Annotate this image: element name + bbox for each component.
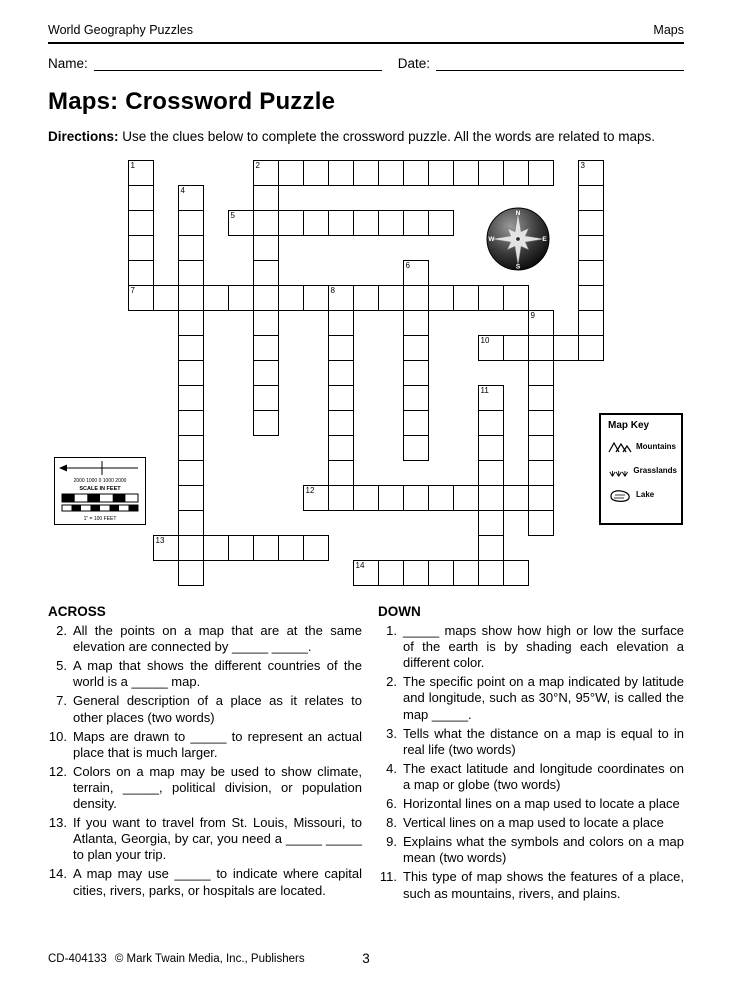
crossword-cell[interactable] <box>303 285 329 311</box>
crossword-cell[interactable] <box>403 310 429 336</box>
crossword-cell[interactable] <box>378 285 404 311</box>
date-blank-field[interactable] <box>436 55 684 71</box>
crossword-cell[interactable] <box>328 485 354 511</box>
directions-text: Use the clues below to complete the crossword puzzle. All the words are related to maps. <box>118 129 656 144</box>
crossword-cell[interactable] <box>528 435 554 461</box>
crossword-cell[interactable] <box>178 285 204 311</box>
clue-row <box>378 761 684 793</box>
clue-number: 5. <box>56 658 67 674</box>
clue-number: 1. <box>386 622 397 638</box>
map-key-item-grasslands <box>608 463 677 479</box>
clue-text: Maps are drawn to _____ to represent an actual place that is much larger. <box>73 728 362 760</box>
crossword-cell[interactable] <box>503 160 529 186</box>
crossword-cell[interactable] <box>303 535 329 561</box>
crossword-cell[interactable] <box>178 260 204 286</box>
crossword-cell[interactable] <box>178 485 204 511</box>
clue-text: All the points on a map that are at the same elevation are connected by _____ _____. <box>73 622 362 655</box>
crossword-cell[interactable] <box>303 485 329 511</box>
crossword-cell-number: 8 <box>330 285 335 295</box>
map-key-title: Map Key <box>608 419 650 431</box>
crossword-cell[interactable] <box>528 160 554 186</box>
crossword-cell[interactable] <box>478 435 504 461</box>
crossword-cell[interactable] <box>128 210 154 236</box>
crossword-cell[interactable] <box>153 535 179 561</box>
name-date-row <box>48 55 684 71</box>
clue-row <box>378 815 684 831</box>
crossword-cell[interactable] <box>253 335 279 361</box>
clue-number: 12. <box>48 763 67 779</box>
footer-credit <box>48 953 305 965</box>
crossword-cell[interactable] <box>253 385 279 411</box>
down-heading: DOWN <box>378 603 421 619</box>
clue-text: Explains what the symbols and colors on a map mean (two words) <box>403 834 684 866</box>
footer-publisher: © Mark Twain Media, Inc., Publishers <box>114 953 305 965</box>
clue-row <box>48 729 362 761</box>
crossword-cell-number: 13 <box>155 535 165 545</box>
crossword-cell[interactable] <box>528 385 554 411</box>
crossword-cell[interactable] <box>328 210 354 236</box>
crossword-cell[interactable] <box>253 360 279 386</box>
crossword-cell[interactable] <box>478 335 504 361</box>
crossword-cell[interactable] <box>503 560 529 586</box>
clue-number: 2. <box>386 674 397 690</box>
crossword-cell[interactable] <box>428 160 454 186</box>
header-left-title: World Geography Puzzles <box>48 23 193 37</box>
crossword-cell-number: 1 <box>130 160 135 170</box>
crossword-cell[interactable] <box>278 160 304 186</box>
clue-row <box>48 764 362 812</box>
crossword-cell[interactable] <box>178 335 204 361</box>
crossword-cell[interactable] <box>378 485 404 511</box>
crossword-cell[interactable] <box>253 535 279 561</box>
scale-title: SCALE IN FEET <box>79 485 121 492</box>
clue-row <box>378 674 684 722</box>
compass-e-label: E <box>542 235 547 243</box>
crossword-cell[interactable] <box>403 560 429 586</box>
crossword-cell[interactable] <box>328 435 354 461</box>
clue-row <box>48 693 362 725</box>
map-key-box <box>599 413 683 525</box>
crossword-cell[interactable] <box>403 410 429 436</box>
crossword-cell[interactable] <box>228 285 254 311</box>
across-heading: ACROSS <box>48 603 106 619</box>
mountains-icon <box>608 439 632 455</box>
crossword-cell[interactable] <box>353 210 379 236</box>
crossword-cell[interactable] <box>178 360 204 386</box>
crossword-cell[interactable] <box>403 435 429 461</box>
crossword-cell[interactable] <box>328 160 354 186</box>
crossword-cell[interactable] <box>578 160 604 186</box>
clue-row <box>378 869 684 901</box>
clue-text: _____ maps show how high or low the surface of the earth is by shading each elevation a different color. <box>403 622 684 671</box>
crossword-cell[interactable] <box>228 210 254 236</box>
crossword-cell[interactable] <box>453 285 479 311</box>
map-key-item-mountains <box>608 439 677 455</box>
crossword-cell[interactable] <box>578 335 604 361</box>
crossword-cell[interactable] <box>178 460 204 486</box>
crossword-cell[interactable] <box>353 560 379 586</box>
crossword-cell[interactable] <box>128 285 154 311</box>
compass-n-label: N <box>515 209 521 217</box>
crossword-cell[interactable] <box>178 310 204 336</box>
crossword-cell[interactable] <box>328 385 354 411</box>
clues-section <box>48 604 684 905</box>
crossword-cell[interactable] <box>128 260 154 286</box>
clue-number: 10. <box>48 728 67 744</box>
clue-text: Horizontal lines on a map used to locate a place <box>403 796 680 812</box>
clue-row <box>48 623 362 655</box>
crossword-cell[interactable] <box>478 560 504 586</box>
crossword-cell[interactable] <box>328 335 354 361</box>
crossword-cell-number: 9 <box>530 310 535 320</box>
clue-text: A map that shows the different countries of the world is a _____ map. <box>73 658 362 690</box>
scale-numbers: 2000 1000 0 1000 2000 <box>73 477 127 484</box>
crossword-cell[interactable] <box>428 285 454 311</box>
crossword-cell[interactable] <box>228 535 254 561</box>
crossword-cell[interactable] <box>578 310 604 336</box>
map-key-label-mountains: Mountains <box>636 442 676 452</box>
crossword-cell[interactable] <box>253 160 279 186</box>
clue-number: 9. <box>386 834 397 850</box>
crossword-cell-number: 11 <box>480 385 489 395</box>
crossword-cell[interactable] <box>428 560 454 586</box>
crossword-cell-number: 6 <box>405 260 410 270</box>
crossword-cell[interactable] <box>328 285 354 311</box>
clue-row <box>378 834 684 866</box>
crossword-cell[interactable] <box>328 410 354 436</box>
map-key-item-lake <box>608 487 677 503</box>
crossword-cell[interactable] <box>578 235 604 261</box>
directions-label: Directions: <box>48 129 119 144</box>
date-label: Date: <box>397 56 431 71</box>
crossword-cell[interactable] <box>478 160 504 186</box>
crossword-cell[interactable] <box>528 410 554 436</box>
crossword-cell[interactable] <box>178 385 204 411</box>
down-clues <box>378 623 684 902</box>
scale-bar-icon <box>54 457 146 525</box>
crossword-cell[interactable] <box>178 410 204 436</box>
across-column <box>48 604 362 905</box>
clue-text: The specific point on a map indicated by latitude and longitude, such as 30°N, 95°W, is called the map _____. <box>403 674 684 722</box>
page-footer <box>48 951 684 969</box>
crossword-cell[interactable] <box>403 385 429 411</box>
clue-text: Vertical lines on a map used to locate a place <box>403 815 664 831</box>
crossword-cell[interactable] <box>278 285 304 311</box>
crossword-cell[interactable] <box>328 360 354 386</box>
clue-row <box>378 726 684 758</box>
clue-row <box>48 658 362 690</box>
clue-number: 13. <box>48 815 67 831</box>
crossword-cell[interactable] <box>478 285 504 311</box>
directions <box>48 128 684 146</box>
footer-product-code: CD-404133 <box>48 953 107 965</box>
crossword-cell[interactable] <box>203 285 229 311</box>
crossword-cell[interactable] <box>128 235 154 261</box>
clue-number: 8. <box>386 815 397 831</box>
clue-text: If you want to travel from St. Louis, Missouri, to Atlanta, Georgia, by car, you need a _____ _____ to plan your trip. <box>73 815 362 863</box>
crossword-cell[interactable] <box>153 285 179 311</box>
crossword-cell[interactable] <box>403 210 429 236</box>
crossword-cell[interactable] <box>403 360 429 386</box>
clue-number: 4. <box>386 760 397 776</box>
crossword-cell[interactable] <box>403 260 429 286</box>
scale-caption: 1" = 100 FEET <box>83 515 117 522</box>
crossword-cell[interactable] <box>403 285 429 311</box>
crossword-cell[interactable] <box>353 160 379 186</box>
compass-rose-icon <box>486 207 550 271</box>
crossword-cell[interactable] <box>253 410 279 436</box>
crossword-cell[interactable] <box>303 210 329 236</box>
clue-number: 3. <box>386 725 397 741</box>
crossword-cell[interactable] <box>353 485 379 511</box>
crossword-cell[interactable] <box>328 460 354 486</box>
crossword-cell[interactable] <box>253 260 279 286</box>
crossword-cell[interactable] <box>128 160 154 186</box>
crossword-cell[interactable] <box>528 460 554 486</box>
crossword-cell[interactable] <box>528 310 554 336</box>
crossword-cell-number: 4 <box>180 185 185 195</box>
clue-number: 11. <box>379 869 397 885</box>
crossword-cell[interactable] <box>503 285 529 311</box>
crossword-cell[interactable] <box>378 160 404 186</box>
crossword-cell[interactable] <box>128 185 154 211</box>
clue-number: 14. <box>48 866 67 882</box>
clue-number: 7. <box>56 693 67 709</box>
crossword-cell[interactable] <box>478 535 504 561</box>
clue-text: Tells what the distance on a map is equal to in real life (two words) <box>403 725 684 757</box>
name-blank-field[interactable] <box>94 55 382 71</box>
grasslands-icon <box>608 463 629 479</box>
crossword-cell[interactable] <box>478 385 504 411</box>
crossword-cell[interactable] <box>178 560 204 586</box>
crossword-cell[interactable] <box>428 485 454 511</box>
crossword-cell[interactable] <box>328 310 354 336</box>
crossword-cell[interactable] <box>378 560 404 586</box>
lake-icon <box>608 487 632 503</box>
crossword-cell[interactable] <box>478 510 504 536</box>
crossword-cell[interactable] <box>353 285 379 311</box>
crossword-cell[interactable] <box>478 410 504 436</box>
crossword-cell[interactable] <box>403 335 429 361</box>
crossword-cell[interactable] <box>378 210 404 236</box>
name-label: Name: <box>48 56 88 71</box>
crossword-cell[interactable] <box>178 535 204 561</box>
clue-number: 6. <box>386 796 397 812</box>
page-header <box>48 0 684 44</box>
clue-number: 2. <box>56 622 67 638</box>
crossword-cell[interactable] <box>578 285 604 311</box>
down-column <box>378 604 684 905</box>
across-clues <box>48 623 362 899</box>
crossword-cell[interactable] <box>253 285 279 311</box>
clue-text: A map may use _____ to indicate where capital cities, rivers, parks, or hospitals are located. <box>73 866 362 898</box>
clue-row <box>48 866 362 898</box>
crossword-cell[interactable] <box>253 185 279 211</box>
clue-row <box>48 815 362 863</box>
crossword-cell[interactable] <box>528 485 554 511</box>
crossword-cell-number: 7 <box>130 285 135 295</box>
crossword-cell[interactable] <box>253 310 279 336</box>
clue-text: General description of a place as it relates to other places (two words) <box>73 693 362 725</box>
crossword-cell[interactable] <box>278 535 304 561</box>
clue-text: This type of map shows the features of a place, such as mountains, rivers, and plains. <box>403 869 684 901</box>
crossword-cell-number: 2 <box>255 160 260 170</box>
crossword-cell[interactable] <box>178 235 204 261</box>
header-right-title: Maps <box>653 23 684 37</box>
crossword-cell[interactable] <box>453 160 479 186</box>
map-key-label-grasslands: Grasslands <box>633 466 677 476</box>
crossword-cell[interactable] <box>403 160 429 186</box>
crossword-cell[interactable] <box>478 460 504 486</box>
compass-w-label: W <box>488 235 495 243</box>
crossword-cell[interactable] <box>203 535 229 561</box>
crossword-cell-number: 5 <box>230 210 235 220</box>
crossword-cell[interactable] <box>578 185 604 211</box>
crossword-cell[interactable] <box>178 435 204 461</box>
crossword-grid <box>0 152 732 596</box>
crossword-cell-number: 12 <box>305 485 315 495</box>
crossword-cell[interactable] <box>453 485 479 511</box>
page-title: Maps: Crossword Puzzle <box>48 88 336 115</box>
crossword-cell[interactable] <box>503 485 529 511</box>
page-number: 3 <box>362 951 370 966</box>
crossword-cell[interactable] <box>503 335 529 361</box>
clue-row <box>378 796 684 812</box>
clue-row <box>378 623 684 671</box>
crossword-cell[interactable] <box>178 510 204 536</box>
crossword-cell[interactable] <box>578 210 604 236</box>
crossword-cell[interactable] <box>478 485 504 511</box>
crossword-cell[interactable] <box>178 210 204 236</box>
clue-text: Colors on a map may be used to show climate, terrain, _____, political division, or population density. <box>73 763 362 812</box>
crossword-cell[interactable] <box>278 210 304 236</box>
crossword-cell[interactable] <box>578 260 604 286</box>
map-key-label-lake: Lake <box>636 490 655 500</box>
clue-text: The exact latitude and longitude coordinates on a map or globe (two words) <box>403 760 684 792</box>
crossword-cell[interactable] <box>528 360 554 386</box>
crossword-cell[interactable] <box>553 335 579 361</box>
crossword-cell[interactable] <box>178 185 204 211</box>
crossword-cell[interactable] <box>403 485 429 511</box>
crossword-cell[interactable] <box>303 160 329 186</box>
crossword-cell[interactable] <box>453 560 479 586</box>
crossword-cell[interactable] <box>528 510 554 536</box>
crossword-cell-number: 3 <box>580 160 585 170</box>
crossword-cell-number: 14 <box>355 560 365 570</box>
crossword-cell-number: 10 <box>480 335 490 345</box>
crossword-cell[interactable] <box>253 210 279 236</box>
crossword-cell[interactable] <box>253 235 279 261</box>
crossword-cell[interactable] <box>428 210 454 236</box>
crossword-cell[interactable] <box>528 335 554 361</box>
compass-s-label: S <box>515 263 521 271</box>
